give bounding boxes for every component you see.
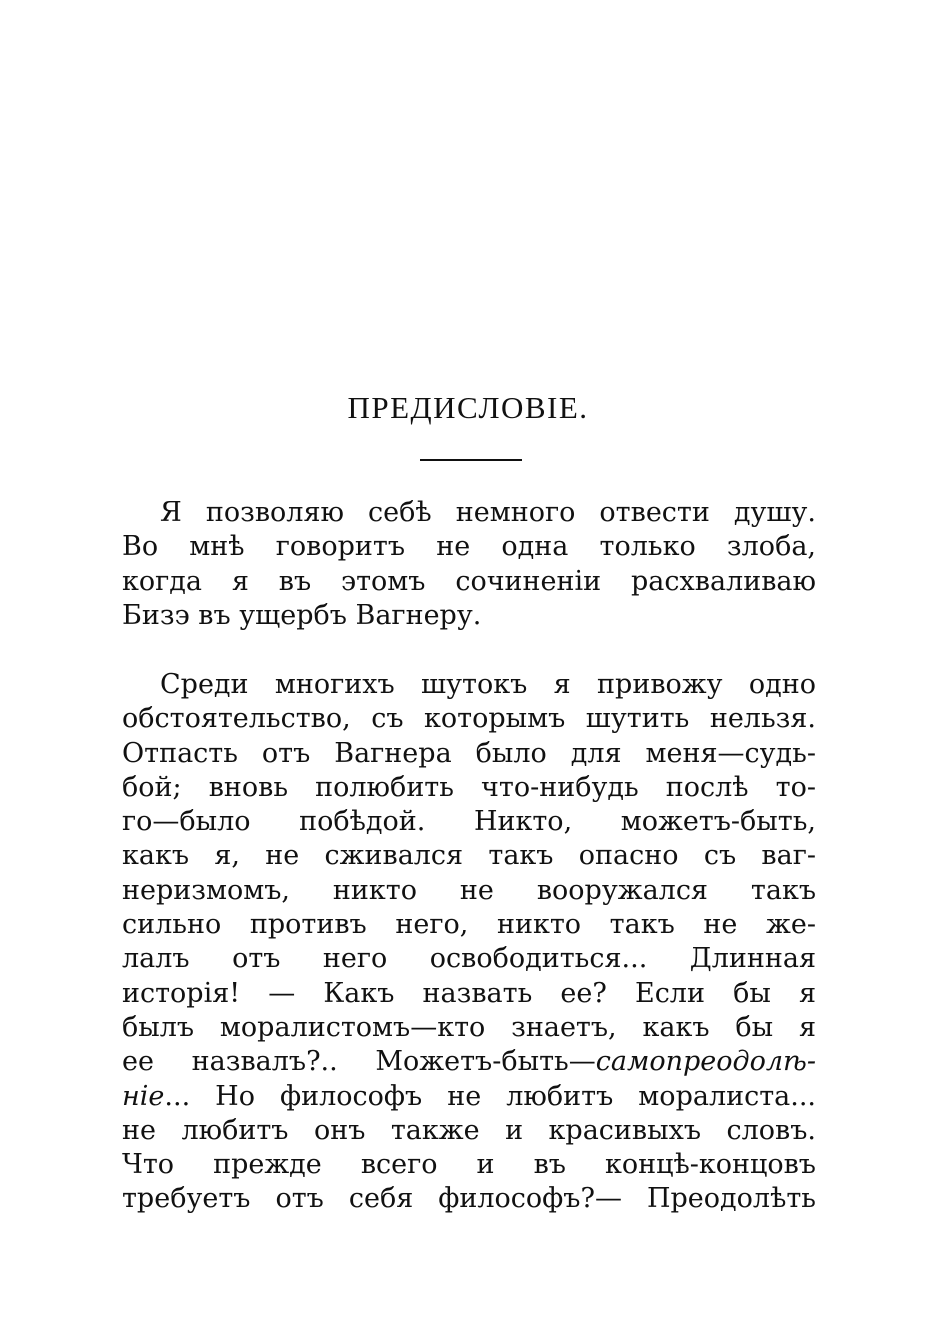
text-line: неризмомъ, никто не вооружался такъ — [122, 874, 816, 906]
paragraph-2 — [122, 668, 816, 1217]
italic-segment: самопреодолѣ- — [595, 1046, 816, 1078]
text-line: исторія! — Какъ назвать ее? Если бы я — [122, 977, 816, 1009]
text-line: обстоятельство, съ которымъ шутить нельзя. — [122, 703, 816, 735]
text-line: Бизэ въ ущербъ Вагнеру. — [122, 599, 482, 631]
text-line: сильно противъ него, никто такъ не же- — [122, 909, 816, 941]
text-line: го—было побѣдой. Никто, можетъ-быть, — [122, 806, 816, 838]
text-line: бой; вновь полюбить что-нибудь послѣ то- — [122, 771, 816, 803]
text-line: былъ моралистомъ—кто знаетъ, какъ бы я — [122, 1011, 816, 1043]
text-line: лалъ отъ него освободиться... Длинная — [122, 943, 816, 975]
page-title: ПРЕДИСЛОВІЕ. — [347, 390, 589, 425]
text-line: Отпасть отъ Вагнера было для меня—судь- — [122, 737, 816, 769]
text-line: не любитъ онъ также и красивыхъ словъ. — [122, 1114, 816, 1146]
text-segment: ее назвалъ?.. Можетъ-быть— — [122, 1046, 596, 1078]
text-line: когда я въ этомъ сочиненіи расхваливаю — [122, 565, 816, 597]
text-line: какъ я, не сживался такъ опасно съ ваг- — [122, 840, 816, 872]
italic-segment: ніе — [122, 1080, 165, 1112]
text-line: требуетъ отъ себя философъ?— Преодолѣть — [122, 1183, 816, 1215]
text-line: Я позволяю себѣ немного отвести душу. — [160, 497, 816, 528]
title-divider — [420, 459, 522, 461]
paragraph-1 — [122, 496, 816, 633]
text-line-mixed — [122, 1045, 816, 1079]
text-line: Среди многихъ шутокъ я привожу одно — [160, 669, 816, 700]
text-line: Во мнѣ говоритъ не одна только злоба, — [122, 531, 816, 563]
text-line: Что прежде всего и въ концѣ-концовъ — [122, 1149, 816, 1181]
text-line-mixed — [122, 1080, 816, 1114]
text-segment: ... Но философъ не любитъ моралиста... — [164, 1080, 816, 1112]
